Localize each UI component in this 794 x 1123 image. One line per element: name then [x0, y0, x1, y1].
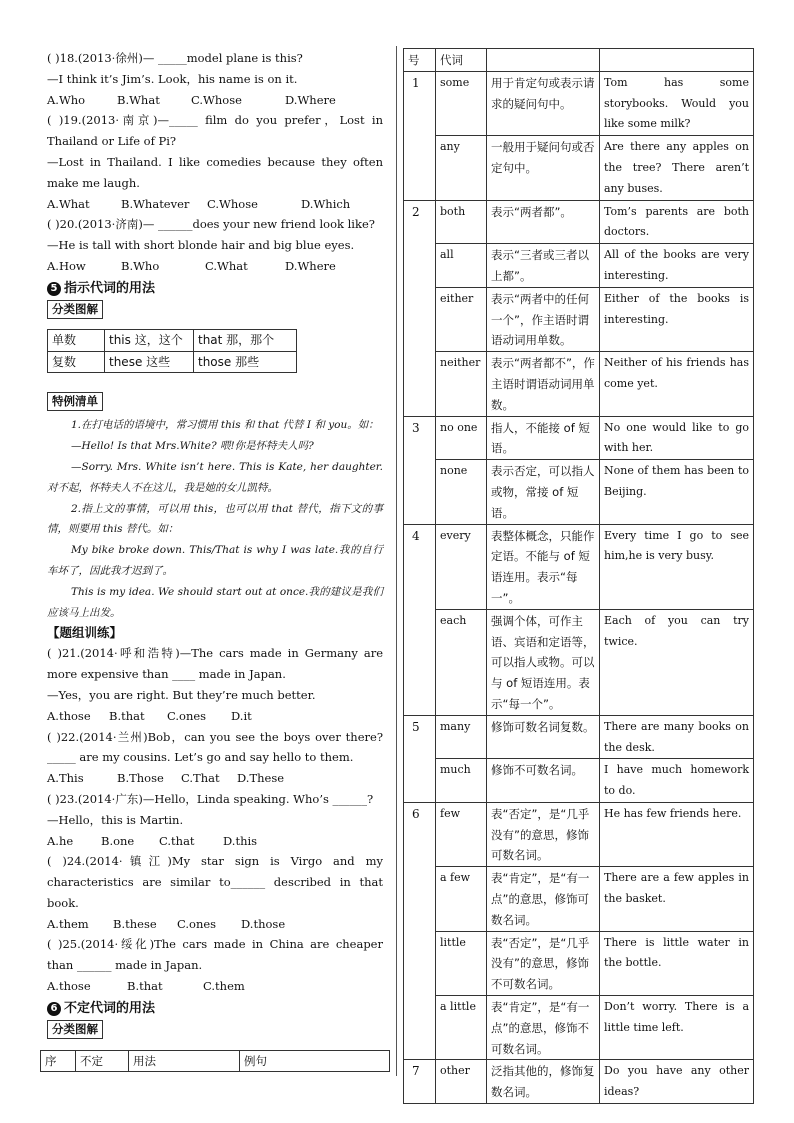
pronoun-cell: any — [436, 136, 487, 200]
table-row — [404, 200, 754, 244]
question-stem: ( )23.(2014·广东)—Hello，Linda speaking. Who’s ______? — [47, 791, 374, 806]
option-d: D.this — [223, 833, 258, 848]
question-21 — [47, 643, 383, 726]
usage-cell: 表“否定”，是“几乎没有”的意思，修饰可数名词。 — [487, 802, 600, 866]
question-reply: —He is tall with short blonde hair and big blue eyes. — [47, 238, 355, 253]
option-c: C.That — [181, 771, 220, 786]
option-d: D.it — [231, 708, 252, 723]
question-22 — [47, 727, 383, 789]
group-number-cell: 4 — [404, 524, 436, 715]
question-25 — [47, 934, 383, 996]
question-stem: ( )21.(2014·呼和浩特)—The cars made in Germany are more expensive than ____ made in Japan. — [47, 646, 383, 682]
option-b: B.Who — [121, 258, 160, 273]
example-cell: I have much homework to do. — [600, 759, 754, 803]
section-title-text: 指示代词的用法 — [64, 280, 156, 296]
example-cell: There are a few apples in the basket. — [600, 867, 754, 931]
table-header-cell — [600, 49, 754, 72]
table-row — [404, 460, 754, 524]
question-stem: ( )18.(2013·徐州)— _____model plane is this? — [47, 51, 303, 65]
practice-title: 【题组训练】 — [47, 625, 123, 641]
indefinite-table-header — [40, 1050, 390, 1073]
question-18 — [47, 48, 383, 110]
question-options — [47, 194, 383, 215]
note-paragraph: 1.在打电话的语境中，常习惯用 this 和 that 代替 I 和 you。如： — [71, 419, 379, 432]
pronoun-cell: few — [436, 802, 487, 866]
table-row — [404, 71, 754, 135]
question-options — [47, 706, 383, 727]
note-paragraph: —Hello! Is that Mrs.White? 喂!你是怀特夫人吗? — [71, 440, 314, 453]
usage-cell: 表“否定”，是“几乎没有”的意思，修饰不可数名词。 — [487, 931, 600, 995]
group-number-cell: 2 — [404, 200, 436, 416]
group-number-cell: 7 — [404, 1060, 436, 1104]
pronoun-cell: none — [436, 460, 487, 524]
pronoun-cell: a little — [436, 996, 487, 1060]
table-row — [404, 931, 754, 995]
table-row — [404, 352, 754, 416]
section-5-box-label: 分类图解 — [47, 300, 103, 319]
usage-cell: 表示“两者中的任何一个”，作主语时谓语动词用单数。 — [487, 287, 600, 351]
special-notes — [47, 415, 383, 623]
question-options — [47, 976, 383, 997]
option-d: D.Where — [285, 92, 336, 107]
table-row — [404, 524, 754, 609]
option-a: A.those — [47, 708, 91, 723]
section-number-badge: 5 — [47, 282, 61, 296]
usage-cell: 表示“两者都”。 — [487, 200, 600, 244]
pronoun-cell: both — [436, 200, 487, 244]
pronoun-cell: many — [436, 715, 487, 759]
note-paragraph: 2.指上文的事情，可以用 this，也可以用 that 替代，指下文的事情，则要用 this 替代。如： — [47, 502, 383, 536]
usage-cell: 表示否定，可以指人或物，常接 of 短语。 — [487, 460, 600, 524]
table-header-cell — [487, 49, 600, 72]
option-d: D.These — [237, 771, 285, 786]
table-header-cell: 例句 — [240, 1050, 390, 1072]
table-cell: this 这，这个 — [105, 329, 194, 351]
usage-cell: 表示“三者或三者以上都”。 — [487, 244, 600, 288]
pronoun-cell: every — [436, 524, 487, 609]
pronoun-cell: other — [436, 1060, 487, 1104]
option-a: A.those — [47, 979, 91, 994]
table-header-cell: 号 — [404, 49, 436, 72]
question-group-a — [47, 48, 383, 277]
usage-cell: 指人，不能接 of 短语。 — [487, 416, 600, 460]
example-cell: Don’t worry. There is a little time left. — [600, 996, 754, 1060]
table-row — [404, 136, 754, 200]
table-row — [41, 1050, 390, 1072]
pronoun-cell: a few — [436, 867, 487, 931]
option-c: C.ones — [167, 708, 207, 723]
example-cell: There are many books on the desk. — [600, 715, 754, 759]
option-c: C.them — [203, 979, 245, 994]
example-cell: Each of you can try twice. — [600, 609, 754, 715]
option-c: C.Whose — [207, 196, 258, 211]
demonstrative-table — [47, 329, 297, 374]
option-a: A.them — [47, 916, 89, 931]
example-cell: There is little water in the bottle. — [600, 931, 754, 995]
option-c: C.ones — [177, 916, 217, 931]
note-paragraph: —Sorry. Mrs. White isn’t here. This is Kate, her daughter.对不起，怀特夫人不在这儿，我是她的女儿凯特。 — [47, 460, 383, 494]
left-column — [47, 48, 383, 1072]
group-number-cell: 1 — [404, 71, 436, 200]
table-row — [404, 802, 754, 866]
question-23 — [47, 789, 383, 851]
note-paragraph: My bike broke down. This/That is why I was late.我的自行车坏了，因此我才迟到了。 — [47, 544, 383, 577]
pronoun-cell: either — [436, 287, 487, 351]
question-stem: ( )25.(2014·绥化)The cars made in China are cheaper than ______ made in Japan. — [47, 937, 383, 973]
usage-cell: 一般用于疑问句或否定句中。 — [487, 136, 600, 200]
table-row — [404, 759, 754, 803]
group-number-cell: 5 — [404, 715, 436, 802]
usage-cell: 表“肯定”，是“有一点”的意思，修饰不可数名词。 — [487, 996, 600, 1060]
example-cell: Every time I go to see him,he is very busy. — [600, 524, 754, 609]
question-24 — [47, 851, 383, 934]
usage-cell: 泛指其他的，修饰复数名词。 — [487, 1060, 600, 1104]
question-20 — [47, 214, 383, 276]
table-cell: these 这些 — [105, 351, 194, 373]
question-options — [47, 831, 383, 852]
usage-cell: 表“肯定”，是“有一点”的意思，修饰可数名词。 — [487, 867, 600, 931]
option-c: C.that — [159, 833, 195, 848]
table-header-cell: 用法 — [129, 1050, 240, 1072]
section-number-badge: 6 — [47, 1002, 61, 1016]
question-options — [47, 768, 383, 789]
pronoun-cell: little — [436, 931, 487, 995]
table-header-cell: 不定 — [76, 1050, 129, 1072]
table-row — [404, 609, 754, 715]
question-reply: —Hello，this is Martin. — [47, 812, 184, 827]
example-cell: Are there any apples on the tree? There aren’t any buses. — [600, 136, 754, 200]
column-divider — [396, 46, 397, 1076]
table-cell: 复数 — [48, 351, 105, 373]
option-a: A.What — [47, 196, 90, 211]
table-row — [404, 867, 754, 931]
pronoun-cell: each — [436, 609, 487, 715]
question-reply: —I think it’s Jim’s. Look，his name is on it. — [47, 71, 298, 86]
table-cell: those 那些 — [194, 351, 297, 373]
question-19 — [47, 110, 383, 214]
usage-cell: 表整体概念，只能作定语。不能与 of 短语连用。表示“每一”。 — [487, 524, 600, 609]
question-options — [47, 90, 383, 111]
example-cell: Neither of his friends has come yet. — [600, 352, 754, 416]
table-row — [404, 715, 754, 759]
section-5-title — [47, 279, 383, 299]
section-6-title — [47, 999, 383, 1019]
option-b: B.Whatever — [121, 196, 190, 211]
option-c: C.Whose — [191, 92, 242, 107]
option-a: A.This — [47, 771, 84, 786]
table-header-cell: 序 — [41, 1050, 76, 1072]
pronoun-cell: much — [436, 759, 487, 803]
question-group-b — [47, 643, 383, 997]
usage-cell: 修饰可数名词复数。 — [487, 715, 600, 759]
question-options — [47, 256, 383, 277]
example-cell: He has few friends here. — [600, 802, 754, 866]
option-a: A.How — [47, 258, 86, 273]
option-b: B.one — [101, 833, 135, 848]
option-d: D.Which — [301, 196, 351, 211]
group-number-cell: 6 — [404, 802, 436, 1060]
example-cell: Do you have any other ideas? — [600, 1060, 754, 1104]
table-row — [404, 49, 754, 72]
question-stem: ( )24.(2014·镇江)My star sign is Virgo and my characteristics are similar to______ described in that book. — [47, 854, 383, 910]
option-b: B.that — [109, 708, 145, 723]
option-b: B.that — [127, 979, 163, 994]
usage-cell: 表示“两者都不”，作主语时谓语动词用单数。 — [487, 352, 600, 416]
special-box-label: 特例清单 — [47, 392, 103, 411]
table-row — [48, 329, 297, 351]
option-b: B.these — [113, 916, 157, 931]
section-6-box-label: 分类图解 — [47, 1020, 103, 1039]
option-c: C.What — [205, 258, 248, 273]
option-b: B.What — [117, 92, 160, 107]
pronoun-cell: some — [436, 71, 487, 135]
question-stem: ( )20.(2013·济南)— ______does your new friend look like? — [47, 217, 375, 232]
example-cell: No one would like to go with her. — [600, 416, 754, 460]
pronoun-cell: all — [436, 244, 487, 288]
table-header-cell: 代词 — [436, 49, 487, 72]
table-row — [404, 244, 754, 288]
example-cell: Either of the books is interesting. — [600, 287, 754, 351]
table-row — [48, 351, 297, 373]
table-cell: that 那，那个 — [194, 329, 297, 351]
option-d: D.Where — [285, 258, 336, 273]
option-a: A.he — [47, 833, 74, 848]
indefinite-pronoun-table — [403, 48, 754, 1104]
table-cell: 单数 — [48, 329, 105, 351]
option-a: A.Who — [47, 92, 86, 107]
usage-cell: 强调个体，可作主语、宾语和定语等，可以指人或物。可以与 of 短语连用。表示“每一个”。 — [487, 609, 600, 715]
table-row — [404, 1060, 754, 1104]
question-options — [47, 914, 383, 935]
example-cell: All of the books are very interesting. — [600, 244, 754, 288]
question-reply: —Yes，you are right. But they’re much better. — [47, 687, 316, 702]
option-d: D.those — [241, 916, 286, 931]
pronoun-cell: neither — [436, 352, 487, 416]
section-title-text: 不定代词的用法 — [64, 1000, 156, 1016]
example-cell: Tom has some storybooks. Would you like some milk? — [600, 71, 754, 135]
question-stem: ( )22.(2014·兰州)Bob，can you see the boys over there?_____ are my cousins. Let’s go and say hello to them. — [47, 729, 383, 765]
table-row — [404, 416, 754, 460]
usage-cell: 修饰不可数名词。 — [487, 759, 600, 803]
table-row — [404, 287, 754, 351]
example-cell: None of them has been to Beijing. — [600, 460, 754, 524]
group-number-cell: 3 — [404, 416, 436, 524]
question-reply: —Lost in Thailand. I like comedies because they often make me laugh. — [47, 154, 383, 190]
pronoun-cell: no one — [436, 416, 487, 460]
example-cell: Tom’s parents are both doctors. — [600, 200, 754, 244]
table-row — [404, 996, 754, 1060]
question-stem: ( )19.(2013·南京)—_____ film do you prefer，Lost in Thailand or Life of Pi? — [47, 113, 383, 149]
option-b: B.Those — [117, 771, 164, 786]
note-paragraph: This is my idea. We should start out at once.我的建议是我们应该马上出发。 — [47, 585, 383, 619]
usage-cell: 用于肯定句或表示请求的疑问句中。 — [487, 71, 600, 135]
